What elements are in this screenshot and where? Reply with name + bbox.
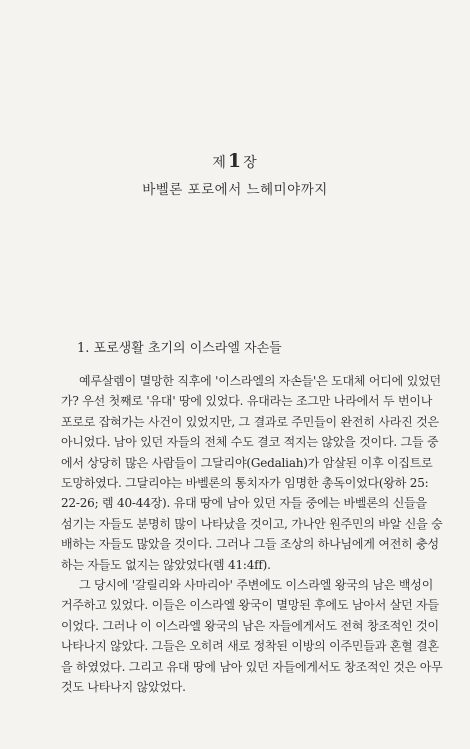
text-line: 것도 나타나지 않았었다.: [61, 680, 186, 695]
chapter-num: 1: [227, 150, 243, 172]
text-line: 거주하고 있었다. 이들은 이스라엘 왕국이 멸망된 후에도 남아서 살던 자들: [61, 598, 439, 613]
text-line: 포로로 잡혀가는 사건이 있었지만, 그 결과로 주민들이 완전히 사라진 것은: [61, 414, 439, 429]
text-line: 에서 상당히 많은 사람들이 그달리야(Gedaliah)가 암살된 이후 이집트로: [61, 455, 433, 470]
body-text: [61, 371, 443, 698]
section-heading: 1. 포로생활 초기의 이스라엘 자손들: [77, 341, 282, 356]
text-line: 가? 우선 첫째로 '유대' 땅에 있었다. 유대라는 조그만 나라에서 두 번이나: [61, 394, 433, 409]
chapter-prefix: 제: [212, 155, 227, 171]
text-line: 도망하였다. 그달리야는 바벨론의 통치자가 임명한 총독이었다(왕하 25:: [61, 476, 429, 491]
paragraph-1: [61, 371, 443, 575]
text-line: 아니었다. 남아 있던 자들의 전체 수도 결코 적지는 않았을 것이다. 그들 중: [61, 435, 439, 450]
text-line: 배하는 자들도 많았을 것이다. 그러나 그들 조상의 하나님에게 여전히 충성: [61, 537, 439, 552]
text-line: 섬기는 자들도 분명히 많이 나타났을 것이고, 가나안 원주민의 바알 신을 숭: [61, 516, 443, 531]
chapter-suffix: 장: [243, 155, 258, 171]
text-line: 나타나지 않았다. 그들은 오히려 새로 정착된 이방의 이주민들과 혼혈 결혼: [61, 639, 439, 654]
text-line: 그 당시에 '갈릴리와 사마리아' 주변에도 이스라엘 왕국의 남은 백성이: [79, 578, 434, 593]
text-line: 하는 자들도 없지는 않았었다(렘 41:4ff).: [61, 557, 271, 572]
text-line: 22-26; 렘 40-44장). 유대 땅에 남아 있던 자들 중에는 바벨론의 신들을: [61, 496, 427, 511]
text-line: 예루살렘이 멸망한 직후에 '이스라엘의 자손들'은 도대체 어디에 있었던: [79, 374, 441, 388]
chapter-title: 바벨론 포로에서 느헤미야까지: [142, 182, 328, 198]
text-line: 을 하였었다. 그리고 유대 땅에 남아 있던 자들에게서도 창조적인 것은 아무: [61, 659, 443, 674]
text-line: 이었다. 그러나 이 이스라엘 왕국의 남은 자들에게서도 전혀 창조적인 것이: [61, 618, 439, 633]
chapter-number: [0, 150, 470, 172]
paragraph-2: [61, 575, 443, 697]
